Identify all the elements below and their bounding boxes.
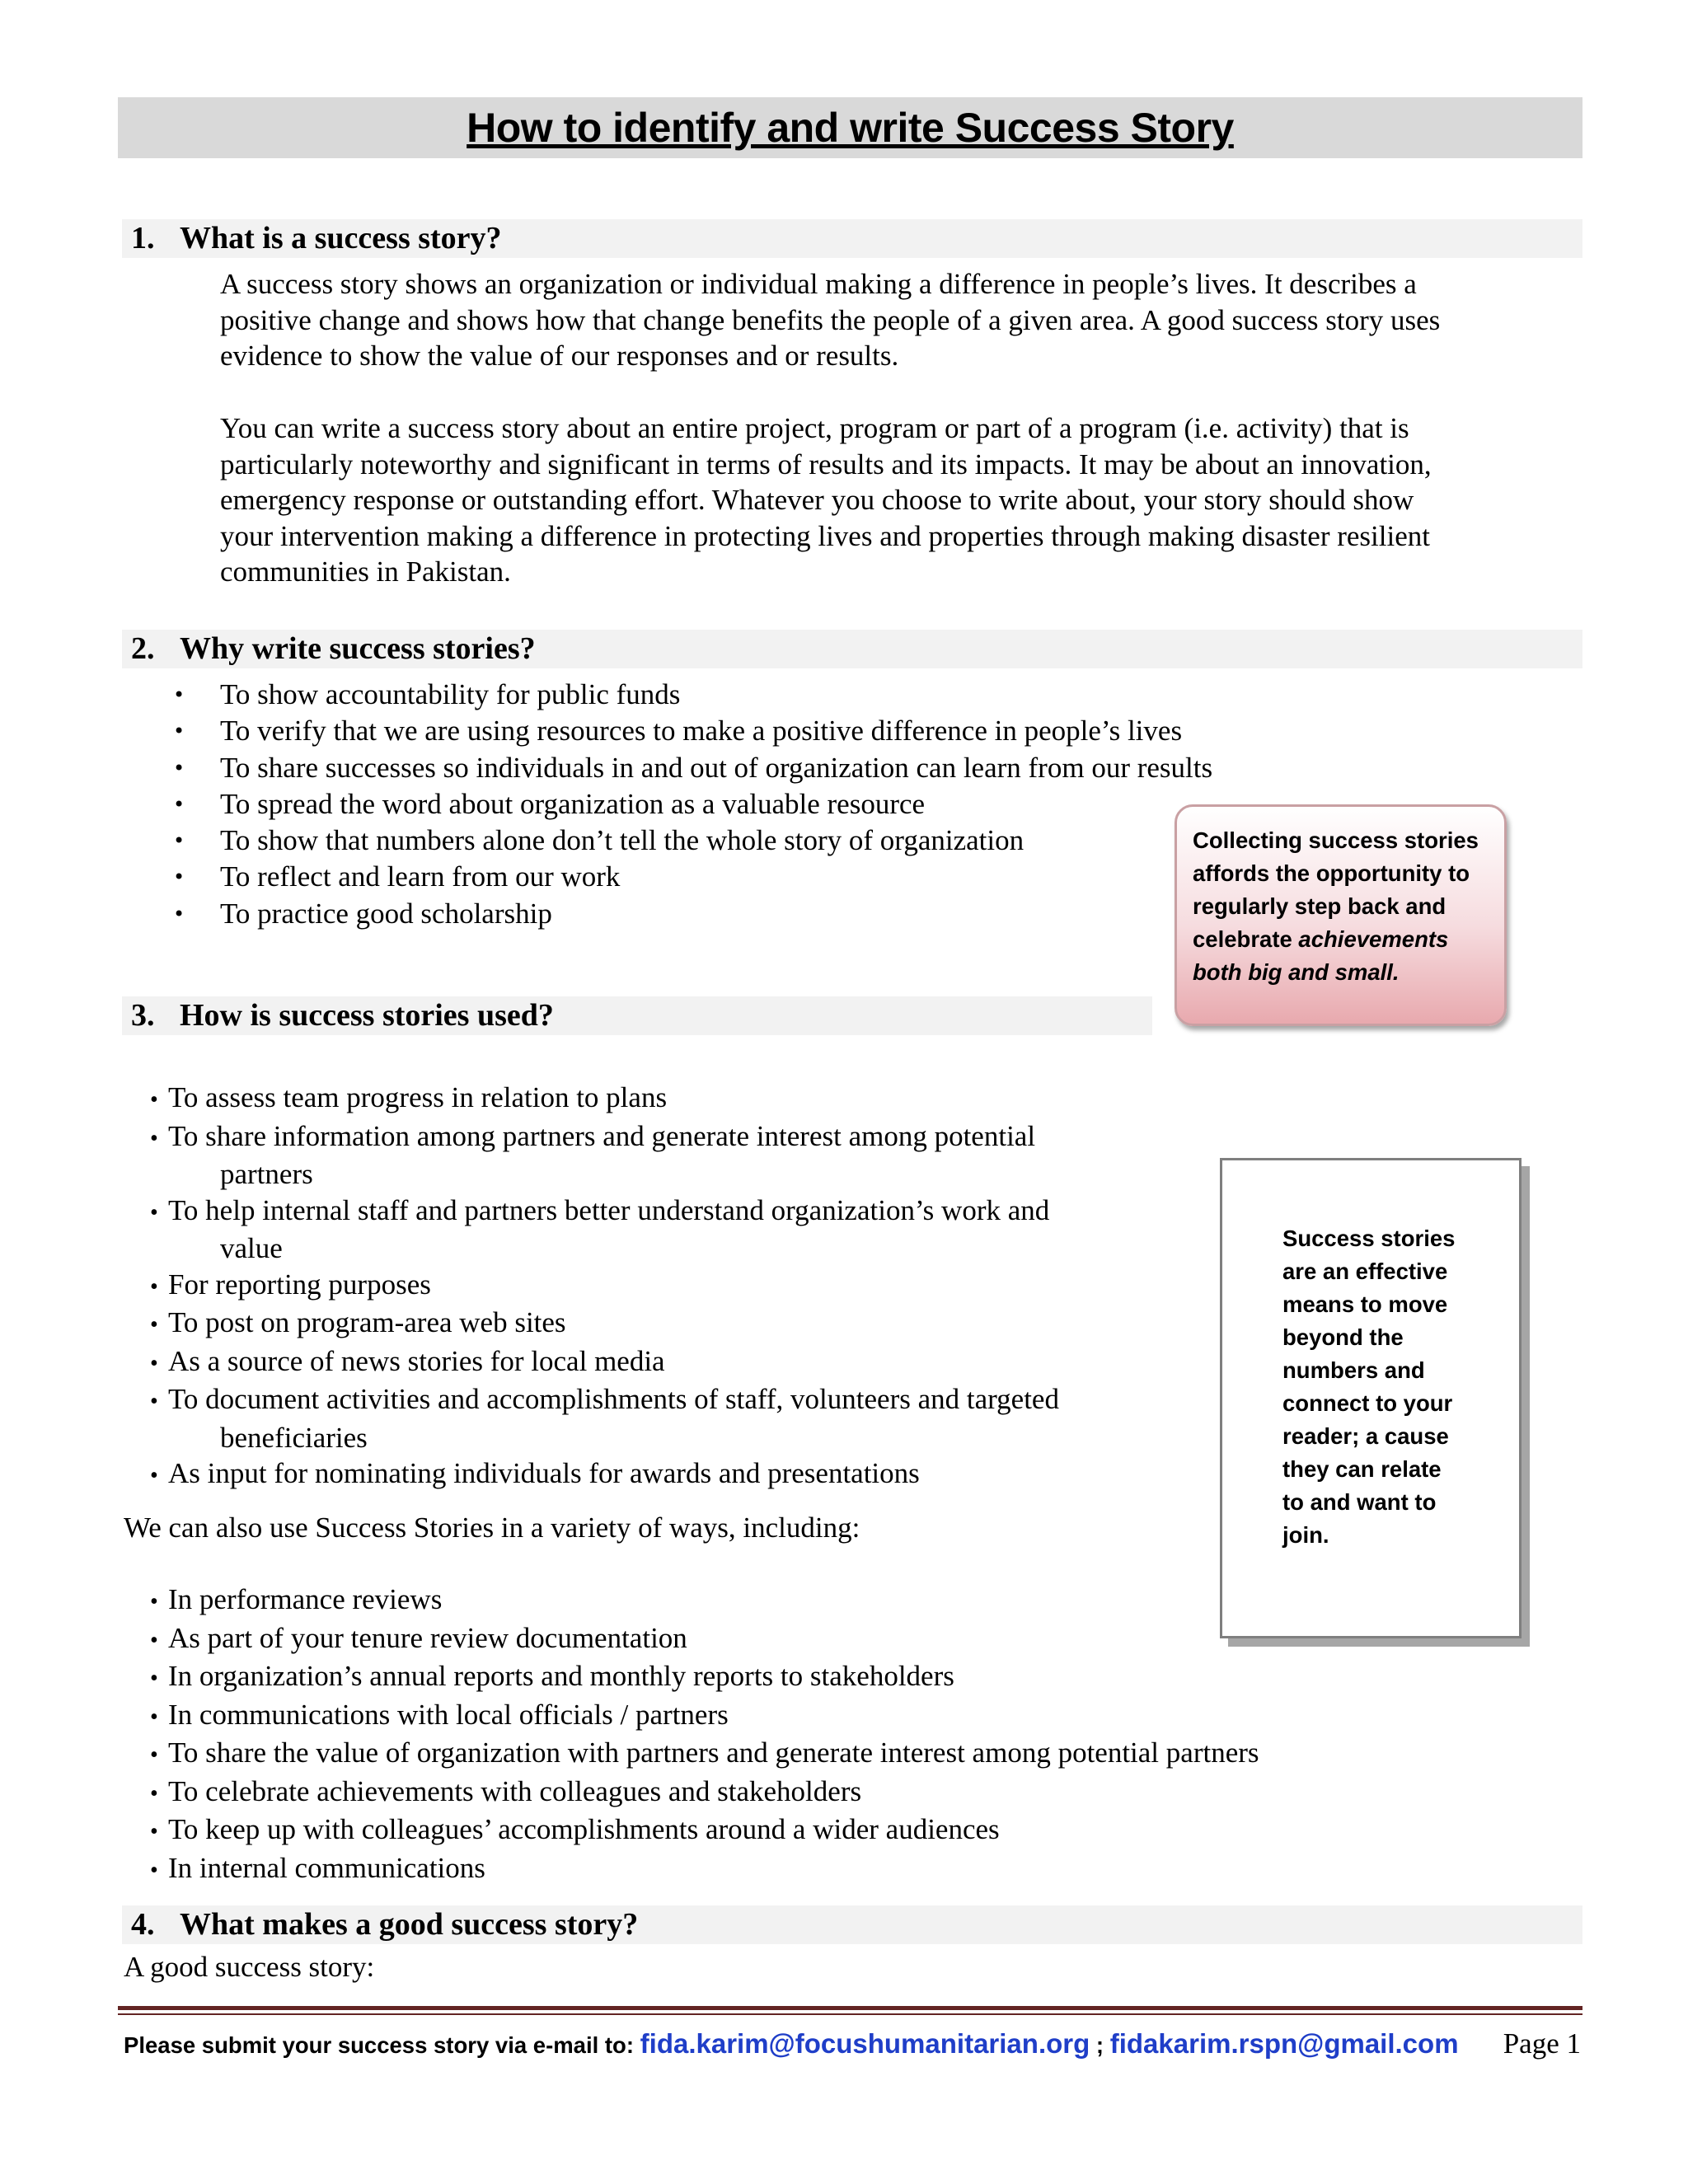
callout-line: are an effective [1282, 1258, 1448, 1284]
list-item: • To show that numbers alone don’t tell the whole story of organization [220, 823, 1212, 859]
bullet-icon: • [150, 1780, 158, 1807]
text-line: emergency response or outstanding effort. Whatever you choose to write about, your story should show [220, 484, 1414, 516]
bullet-icon: • [150, 1125, 158, 1151]
callout-effective-means [1220, 1158, 1522, 1638]
bullet-icon: • [150, 1350, 158, 1376]
section-heading-4 [122, 1905, 1582, 1944]
list-item: • To share successes so individuals in and out of organization can learn from our results [220, 750, 1212, 786]
list-item: • As part of your tenure review documentation [150, 1620, 1259, 1659]
also-use-text: We can also use Success Stories in a variety of ways, including: [124, 1511, 860, 1544]
bullet-icon: • [173, 756, 185, 780]
text-line: A success story shows an organization or individual making a difference in people’s lives. It describes a [220, 268, 1417, 300]
section-number: 4. [131, 1907, 155, 1942]
callout-collecting-stories [1175, 804, 1507, 1026]
section1-paragraph-2 [220, 410, 1572, 590]
callout-line: Collecting success stories [1193, 827, 1479, 853]
bullet-icon: • [150, 1273, 158, 1300]
good-story-intro: A good success story: [124, 1951, 375, 1983]
list-item: • To assess team progress in relation to plans [150, 1080, 1059, 1118]
page-title: How to identify and write Success Story [467, 105, 1234, 151]
list-item: • In internal communications [150, 1850, 1259, 1889]
list-item: • For reporting purposes [150, 1267, 1059, 1305]
section1-paragraph-1 [220, 266, 1572, 374]
text-line: positive change and shows how that change benefits the people of a given area. A good success story uses [220, 303, 1441, 336]
callout-line: beyond the [1282, 1324, 1404, 1350]
section-heading-1 [122, 219, 1582, 258]
section-number: 1. [131, 221, 155, 255]
page-footer [124, 2023, 1582, 2064]
bullet-icon: • [150, 1463, 158, 1488]
callout-line: regularly step back and [1193, 893, 1447, 919]
text-line: communities in Pakistan. [220, 555, 511, 588]
email-link-secondary[interactable]: fidakarim.rspn@gmail.com [1109, 2028, 1459, 2059]
section-title: How is success stories used? [180, 998, 554, 1033]
callout-line: both big and small. [1193, 959, 1400, 985]
list-item: • To celebrate achievements with colleagues and stakeholders [150, 1774, 1259, 1812]
text-line: evidence to show the value of our responses and or results. [220, 340, 899, 372]
list-item: • To spread the word about organization as a valuable resource [220, 786, 1212, 823]
footer-divider [118, 2006, 1582, 2010]
list-item: • To document activities and accomplishments of staff, volunteers and targeted beneficiaries [150, 1383, 1059, 1454]
bullet-icon: • [173, 719, 185, 743]
bullet-icon: • [173, 902, 185, 926]
bullet-icon: • [173, 865, 185, 889]
list-item: • In organization’s annual reports and monthly reports to stakeholders [150, 1658, 1259, 1697]
list-item: • As a source of news stories for local media [150, 1343, 1059, 1382]
section-number: 3. [131, 998, 155, 1033]
title-bar [118, 97, 1582, 158]
page-number: Page 1 [1503, 2027, 1581, 2060]
bullet-icon: • [150, 1199, 158, 1226]
callout-line: affords the opportunity to [1193, 860, 1470, 886]
footer-label: Please submit your success story via e-mail to: [124, 2032, 635, 2058]
bullet-icon: • [173, 683, 185, 706]
callout-line: numbers and [1282, 1357, 1425, 1383]
bullet-icon: • [150, 1087, 158, 1113]
text-line: You can write a success story about an entire project, program or part of a program (i.e. activity) that is [220, 412, 1409, 444]
why-list [173, 677, 1213, 932]
list-item: • To help internal staff and partners better understand organization’s work and value [150, 1193, 1050, 1264]
list-item: • To share information among partners and generate interest among potential partners [150, 1119, 1036, 1190]
section-heading-2 [122, 630, 1582, 668]
callout-line: Success stories [1282, 1226, 1456, 1251]
callout-line: reader; a cause [1282, 1423, 1449, 1449]
footer-separator: ; [1095, 2032, 1104, 2058]
bullet-icon: • [150, 1389, 158, 1414]
callout-line: connect to your [1282, 1390, 1453, 1416]
uses-list [150, 1080, 1059, 1494]
list-item: • In communications with local officials / partners [150, 1697, 1259, 1736]
callout-line: celebrate achievements [1193, 926, 1449, 952]
bullet-icon: • [150, 1742, 158, 1768]
bullet-icon: • [150, 1704, 158, 1730]
bullet-icon: • [173, 792, 185, 816]
list-item: • To reflect and learn from our work [220, 859, 1212, 895]
text-line: particularly noteworthy and significant in terms of results and its impacts. It may be about an innovation, [220, 448, 1432, 480]
callout-line: they can relate [1282, 1456, 1442, 1482]
list-item: • To verify that we are using resources to make a positive difference in people’s lives [220, 713, 1212, 749]
section-title: What is a success story? [180, 221, 502, 255]
list-item: • To keep up with colleagues’ accomplishments around a wider audiences [150, 1811, 1259, 1850]
ways-list [150, 1582, 1259, 1888]
list-item: • To share the value of organization with partners and generate interest among potential partners [150, 1735, 1259, 1774]
bullet-icon: • [150, 1666, 158, 1691]
list-item: • To show accountability for public funds [220, 677, 1212, 713]
bullet-icon: • [150, 1819, 158, 1844]
section-title: What makes a good success story? [180, 1907, 639, 1942]
list-item: • To practice good scholarship [220, 896, 1212, 932]
email-link-primary[interactable]: fida.karim@focushumanitarian.org [640, 2028, 1090, 2059]
section-heading-3 [122, 996, 1152, 1035]
bullet-icon: • [150, 1857, 158, 1883]
section-title: Why write success stories? [180, 631, 536, 666]
list-item: • As input for nominating individuals for awards and presentations [150, 1455, 1059, 1494]
bullet-icon: • [150, 1312, 158, 1338]
callout-line: means to move [1282, 1291, 1448, 1317]
section-number: 2. [131, 631, 155, 666]
footer-divider-thin [118, 2013, 1582, 2015]
bullet-icon: • [173, 829, 185, 853]
list-item: • To post on program-area web sites [150, 1305, 1059, 1343]
callout-line: join. [1282, 1522, 1329, 1548]
text-line: your intervention making a difference in protecting lives and properties through making disaster resilient [220, 519, 1430, 552]
bullet-icon: • [150, 1589, 158, 1615]
bullet-icon: • [150, 1627, 158, 1653]
callout-line: to and want to [1282, 1489, 1437, 1515]
list-item: • In performance reviews [150, 1582, 1259, 1620]
